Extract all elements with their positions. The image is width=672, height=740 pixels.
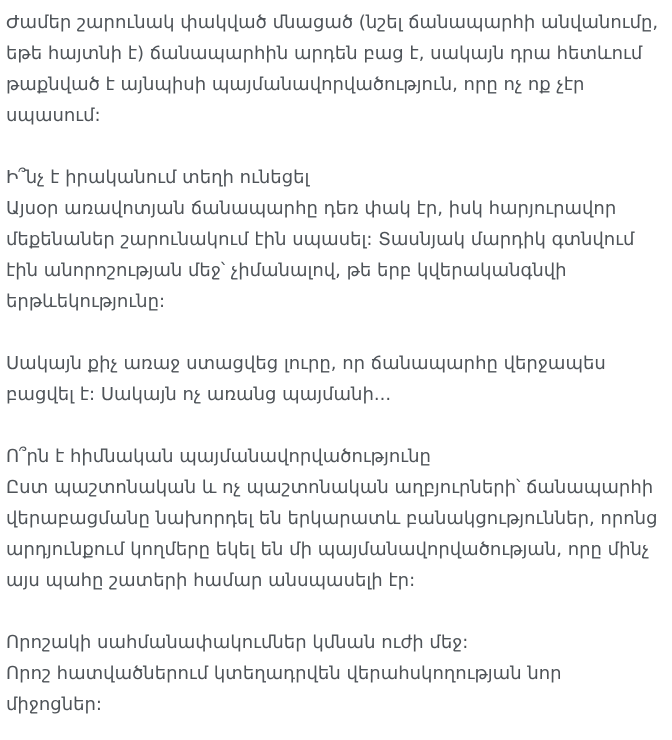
text-line: միջոցներ: [6,694,102,715]
text-line: Այսօր առավոտյան ճանապարհը դեռ փակ էր, իսկ հարյուրավոր [6,198,617,219]
text-line: երթևեկությունը: [6,291,166,312]
section-heading-line: Ո՞րն է հիմնական պայմանավորվածությունը [6,446,431,467]
text-line: այս պահը շատերի համար անսպասելի էր: [6,570,416,591]
paragraph-main-condition [6,441,668,596]
paragraph-restrictions [6,627,668,720]
text-line: Որոշ հատվածներում կտեղադրվեն վերահսկողության նոր [6,663,562,684]
paragraph-intro [6,7,668,131]
section-heading-line: Ի՞նչ է իրականում տեղի ունեցել [6,167,310,188]
text-line: Որոշակի սահմանափակումներ կմնան ուժի մեջ: [6,632,469,653]
article-text [6,7,668,720]
text-line: արդյունքում կողմերը եկել են մի պայմանավորվածության, որը մինչ [6,539,650,560]
text-line: Սակայն քիչ առաջ ստացվեց լուրը, որ ճանապարհը վերջապես [6,353,606,374]
text-line: մեքենաներ շարունակում էին սպասել: Տասնյակ մարդիկ գտնվում [6,229,635,250]
text-line: Ժամեր շարունակ փակված մնացած (նշել ճանապարհի անվանումը, [6,12,659,33]
text-line: սպասում: [6,105,101,126]
text-line: թաքնված է այնպիսի պայմանավորվածություն, որը ոչ ոք չէր [6,74,585,95]
text-line: բացվել է: Սակայն ոչ առանց պայմանի... [6,384,392,405]
paragraph-news [6,348,668,410]
text-line: վերաբացմանը նախորդել են երկարատև բանակցություններ, որոնց [6,508,658,529]
text-line: եթե հայտնի է) ճանապարհին արդեն բաց է, սակայն դրա հետևում [6,43,643,64]
text-line: էին անորոշության մեջ՝ չիմանալով, թե երբ կվերականգնվի [6,260,567,281]
text-line: Ըստ պաշտոնական և ոչ պաշտոնական աղբյուրների՝ ճանապարհի [6,477,654,498]
paragraph-what-happened [6,162,668,317]
